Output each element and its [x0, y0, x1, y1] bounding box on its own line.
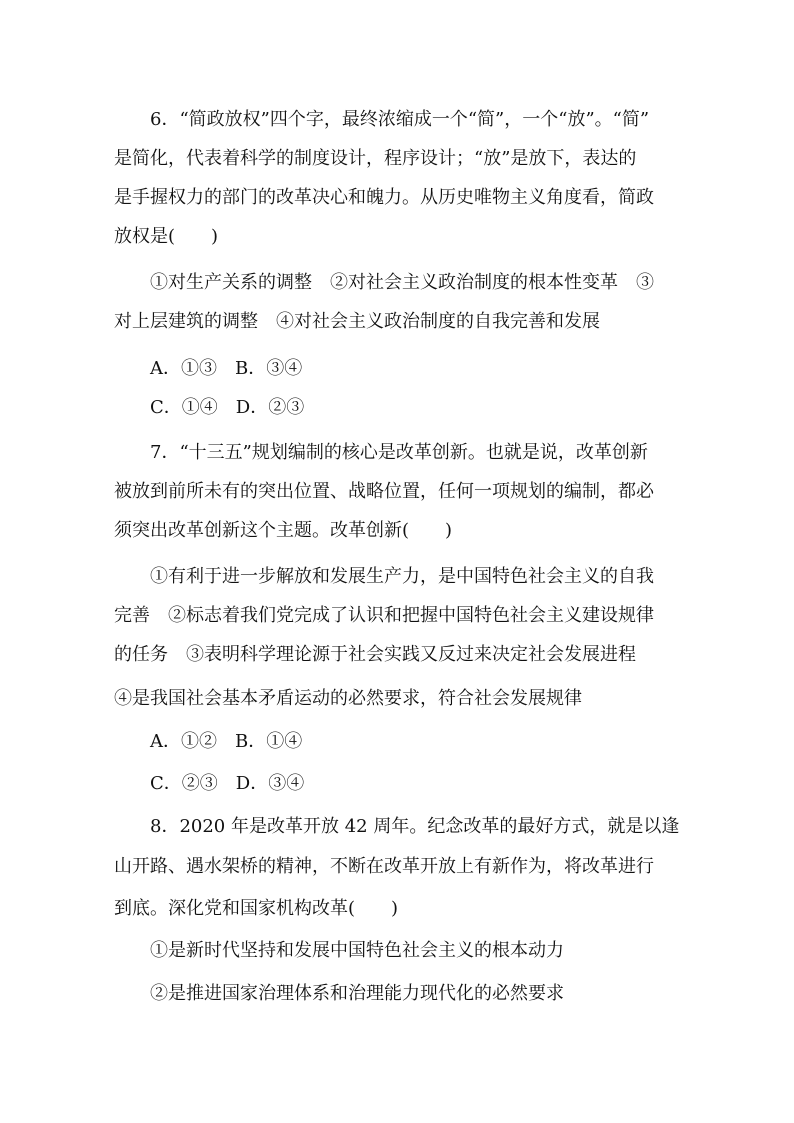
- q8-stem-line-3: 到底。深化党和国家机构改革( ): [114, 898, 399, 919]
- q8-stem-line-1: 8．2020 年是改革开放 42 周年。纪念改革的最好方式，就是以逢: [150, 816, 680, 837]
- q8-stem-line-2: 山开路、遇水架桥的精神，不断在改革开放上有新作为，将改革进行: [114, 856, 654, 877]
- q6-options-line-1: A．①③ B．③④: [150, 358, 303, 379]
- q7-stem-line-3: 须突出改革创新这个主题。改革创新( ): [114, 520, 453, 541]
- q6-stem-line-3: 是手握权力的部门的改革决心和魄力。从历史唯物主义角度看，简政: [114, 187, 654, 208]
- q6-statement-line-2: 对上层建筑的调整 ④对社会主义政治制度的自我完善和发展: [114, 311, 600, 332]
- q7-options-line-2: C．②③ D．③④: [150, 773, 305, 794]
- q6-options-line-2: C．①④ D．②③: [150, 397, 305, 418]
- q6-stem-line-1: 6．“简政放权”四个字，最终浓缩成一个“简”，一个“放”。“简”: [150, 109, 650, 130]
- q6-stem-line-4: 放权是( ): [114, 226, 219, 247]
- q6-stem-line-2: 是简化，代表着科学的制度设计，程序设计；“放”是放下，表达的: [114, 148, 637, 169]
- q7-options-line-1: A．①② B．①④: [150, 731, 303, 752]
- q6-statement-line-1: ①对生产关系的调整 ②对社会主义政治制度的根本性变革 ③: [150, 272, 654, 293]
- q7-statement-line-2: 完善 ②标志着我们党完成了认识和把握中国特色社会主义建设规律: [114, 605, 654, 626]
- q7-statement-line-3: 的任务 ③表明科学理论源于社会实践又反过来决定社会发展进程: [114, 644, 636, 665]
- q7-statement-line-1: ①有利于进一步解放和发展生产力，是中国特色社会主义的自我: [150, 566, 654, 587]
- q8-statement-line-2: ②是推进国家治理体系和治理能力现代化的必然要求: [150, 983, 564, 1004]
- q7-stem-line-2: 被放到前所未有的突出位置、战略位置，任何一项规划的编制，都必: [114, 481, 654, 502]
- q7-stem-line-1: 7．“十三五”规划编制的核心是改革创新。也就是说，改革创新: [150, 442, 648, 463]
- q7-statement-line-4: ④是我国社会基本矛盾运动的必然要求，符合社会发展规律: [114, 688, 582, 709]
- q8-statement-line-1: ①是新时代坚持和发展中国特色社会主义的根本动力: [150, 940, 564, 961]
